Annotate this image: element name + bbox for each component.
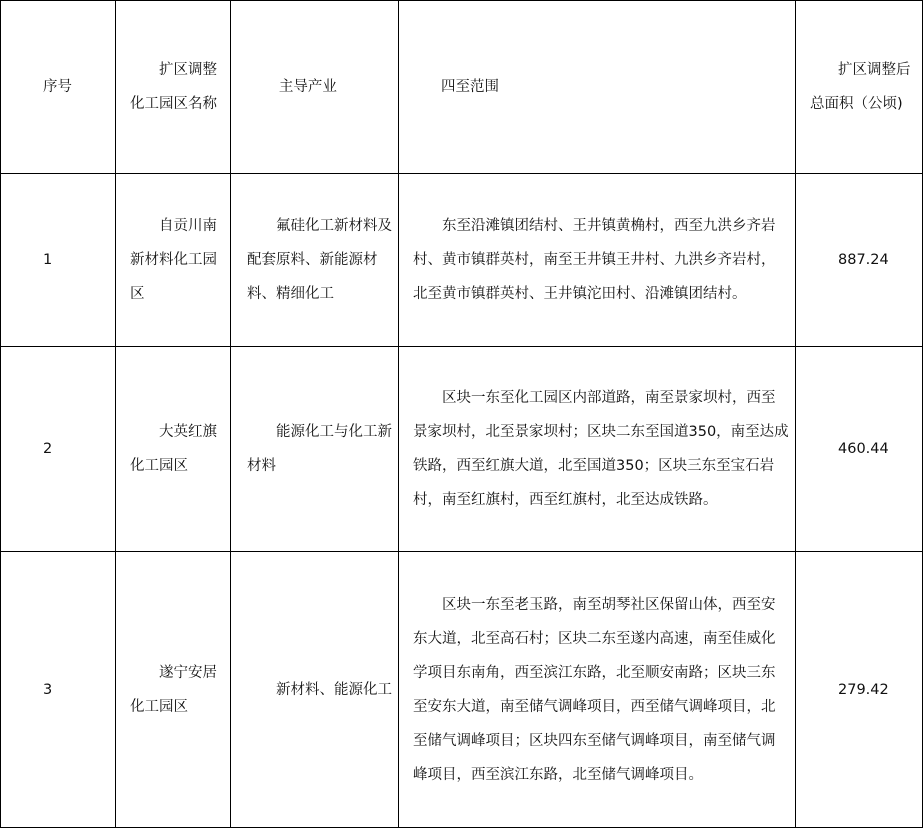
- header-seq: [1, 1, 116, 174]
- cell-park-name: [116, 174, 231, 347]
- cell-seq: [1, 552, 116, 828]
- cell-park-name-text: 自贡川南新材料化工园区: [130, 218, 217, 302]
- cell-industry: [231, 347, 399, 552]
- cell-area-text: 279.42: [838, 681, 889, 698]
- cell-park-name-text: 遂宁安居化工园区: [130, 664, 217, 715]
- header-industry-text: 主导产业: [278, 79, 337, 95]
- cell-park-name-text: 大英红旗化工园区: [130, 424, 217, 474]
- header-scope: [399, 1, 796, 174]
- table-header-row: [1, 1, 923, 174]
- table-row: [1, 552, 923, 828]
- header-area-text: 扩区调整后总面积（公顷): [810, 62, 911, 112]
- cell-scope-text: 区块一东至老玉路，南至胡琴社区保留山体，西至安东大道，北至高石村；区块二东至遂内高速，南至佳威化学项目东南角，西至滨江东路，北至顺安南路；区块三东至安东大道，南至储气调峰项目，西至储气调峰项目，北至储气调峰项目；区块四东至储气调峰项目，南至储气调峰项目，西至滨江东路，北至储气调峰项目。: [413, 596, 776, 783]
- header-scope-text: 四至范围: [441, 79, 499, 95]
- cell-industry-text: 氟硅化工新材料及配套原料、新能源材料、精细化工: [247, 218, 392, 302]
- header-industry: [231, 1, 399, 174]
- header-park-name-text: 扩区调整化工园区名称: [130, 62, 217, 112]
- cell-park-name: [116, 552, 231, 828]
- cell-scope: [399, 174, 796, 347]
- header-seq-text: 序号: [43, 79, 72, 95]
- cell-area: [796, 552, 923, 828]
- cell-scope: [399, 347, 796, 552]
- table-row: [1, 347, 923, 552]
- cell-park-name: [116, 347, 231, 552]
- cell-scope-text: 东至沿滩镇团结村、王井镇黄桷村，西至九洪乡齐岩村、黄市镇群英村，南至王井镇王井村、九洪乡齐岩村，北至黄市镇群英村、王井镇沱田村、沿滩镇团结村。: [413, 218, 776, 302]
- table-row: [1, 174, 923, 347]
- cell-industry: [231, 174, 399, 347]
- cell-seq-text: 2: [43, 441, 53, 457]
- header-park-name: [116, 1, 231, 174]
- cell-area: [796, 347, 923, 552]
- cell-industry-text: 新材料、能源化工: [276, 681, 392, 698]
- cell-area-text: 460.44: [838, 441, 889, 457]
- cell-scope-text: 区块一东至化工园区内部道路，南至景家坝村，西至景家坝村，北至景家坝村；区块二东至国道350，南至达成铁路，西至红旗大道，北至国道350；区块三东至宝石岩村，南至红旗村，西至红旗村，北至达成铁路。: [413, 390, 789, 508]
- cell-area-text: 887.24: [838, 252, 889, 268]
- header-area: [796, 1, 923, 174]
- cell-scope: [399, 552, 796, 828]
- cell-seq-text: 1: [43, 252, 53, 268]
- cell-seq: [1, 174, 116, 347]
- cell-area: [796, 174, 923, 347]
- cell-industry-text: 能源化工与化工新材料: [247, 424, 392, 474]
- cell-industry: [231, 552, 399, 828]
- cell-seq-text: 3: [43, 681, 53, 698]
- cell-seq: [1, 347, 116, 552]
